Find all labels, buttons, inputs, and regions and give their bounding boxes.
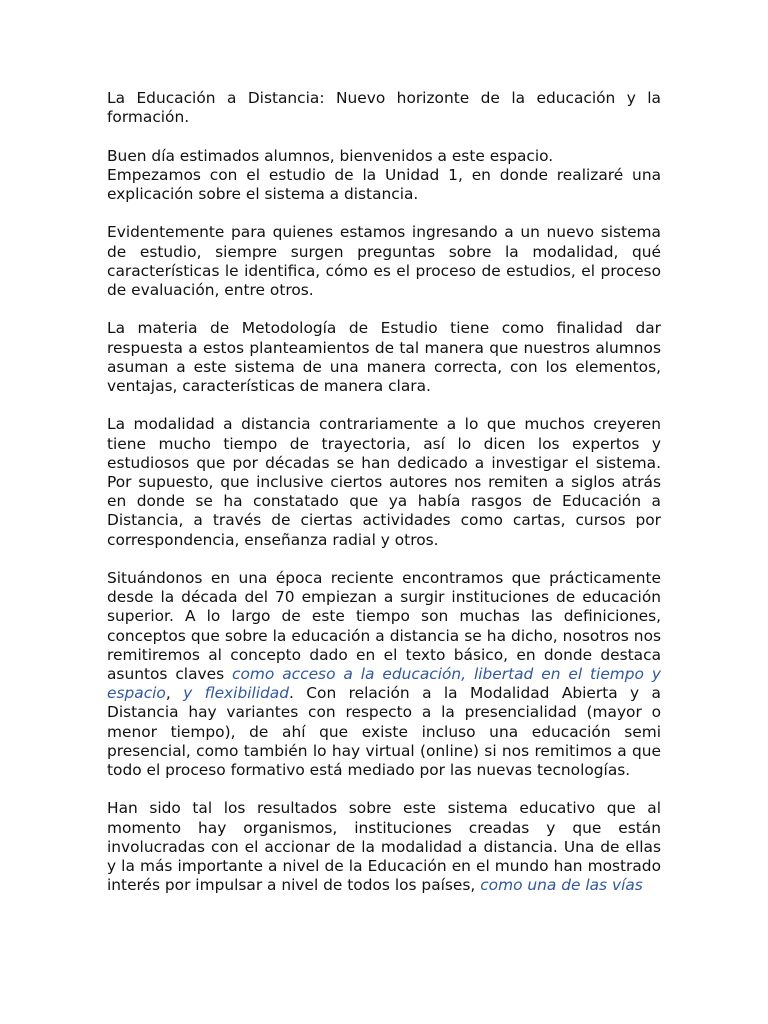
definitions-emphasis-flexibility: y flexibilidad [183,684,290,703]
paragraph-questions: Evidentemente para quienes estamos ingresando a un nuevo sistema de estudio, siempre surgen preguntas sobre la modalidad, qué características le identifica, cómo es el proceso de estudios, el proceso de evaluación, entre otros. [107,223,661,299]
organisms-text: Han sido tal los resultados sobre este sistema educativo que al momento hay organismos, instituciones creadas y que están involucradas con el accionar de la modalidad a distancia. Una de ellas y la más importante a nivel de la Educación en el mundo han mostrado interés por impulsar a nivel de todos los países, [107,799,661,895]
paragraph-organisms [107,799,661,895]
definitions-emphasis-access: como acceso a la educación, libertad en el tiempo y espacio [107,665,661,703]
definitions-separator: , [165,684,184,703]
definitions-text-start: Situándonos en una época reciente encontramos que prácticamente desde la década del 70 empiezan a surgir instituciones de educación superior. A lo largo de este tiempo son muchas las definiciones, conceptos que sobre la educación a distancia se ha dicho, nosotros nos remitiremos al concepto dado en el texto básico, en donde destaca asuntos claves [107,569,661,684]
organisms-emphasis: como una de las vías [480,876,643,895]
intro-paragraph: Empezamos con el estudio de la Unidad 1, en donde realizaré una explicación sobre el sistema a distancia. [107,165,661,203]
greeting-line: Buen día estimados alumnos, bienvenidos a este espacio. [107,146,554,165]
paragraph-definitions [107,569,661,780]
document-body [107,89,661,915]
definitions-text-end: . Con relación a la Modalidad Abierta y a Distancia hay variantes con respecto a la presencialidad (mayor o menor tiempo), de ahí que existe incluso una educación semi presencial, como también lo hay virtual (online) si nos remitimos a que todo el proceso formativo está mediado por las nuevas tecnologías. [107,684,661,780]
document-title: La Educación a Distancia: Nuevo horizonte de la educación y la formación. [107,89,661,127]
paragraph-methodology: La materia de Metodología de Estudio tiene como finalidad dar respuesta a estos planteamientos de tal manera que nuestros alumnos asuman a este sistema de una manera correcta, con los elementos, ventajas, características de manera clara. [107,319,661,395]
paragraph-history: La modalidad a distancia contrariamente a lo que muchos creyeren tiene mucho tiempo de trayectoria, así lo dicen los expertos y estudiosos que por décadas se han dedicado a investigar el sistema. Por supuesto, que inclusive ciertos autores nos remiten a siglos atrás en donde se ha constatado que ya había rasgos de Educación a Distancia, a través de ciertas actividades como cartas, cursos por correspondencia, enseñanza radial y otros. [107,415,661,549]
